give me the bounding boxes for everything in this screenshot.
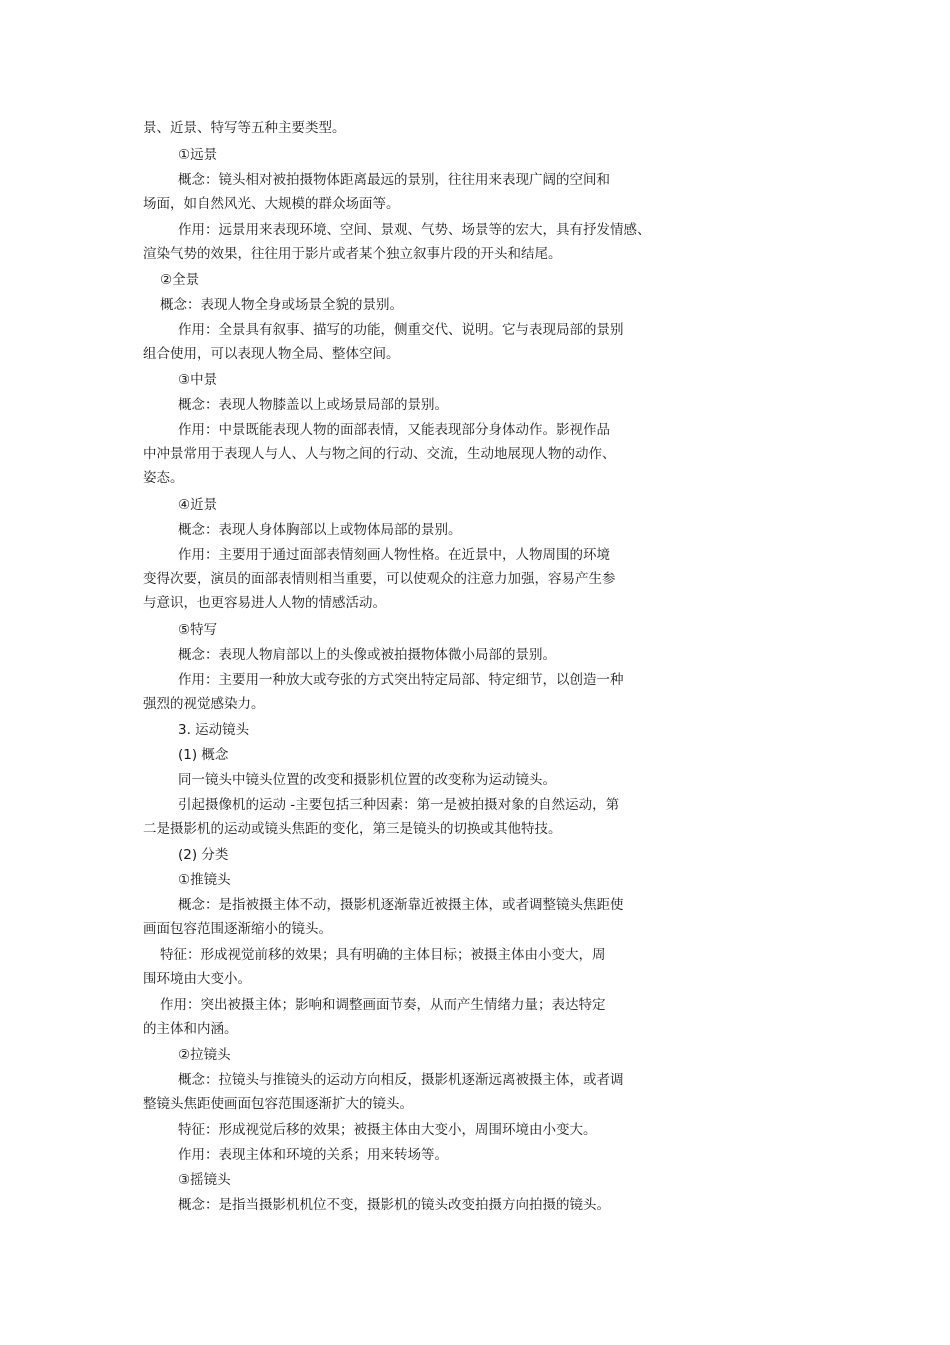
text-line: 概念：表现人物膝盖以上或场景局部的景别。 <box>178 397 448 413</box>
text-line: 的主体和内涵。 <box>143 1021 238 1037</box>
text-line: 概念：是指当摄影机机位不变，摄影机的镜头改变拍摄方向拍摄的镜头。 <box>178 1197 610 1213</box>
text-line: 同一镜头中镜头位置的改变和摄影机位置的改变称为运动镜头。 <box>178 772 556 788</box>
text-line: 变得次要，演员的面部表情则相当重要，可以使观众的注意力加强，容易产生参 <box>143 571 616 587</box>
text-line: 作用：主要用一种放大或夸张的方式突出特定局部、特定细节，以创造一种 <box>178 672 624 688</box>
text-line: 概念：镜头相对被拍摄物体距离最远的景别，往往用来表现广阔的空间和 <box>178 172 610 188</box>
text-line: 概念：表现人物全身或场景全貌的景别。 <box>160 297 403 313</box>
text-line: 概念：表现人身体胸部以上或物体局部的景别。 <box>178 522 462 538</box>
text-line: 组合使用，可以表现人物全局、整体空间。 <box>143 346 400 362</box>
text-line: 围环境由大变小。 <box>143 971 251 987</box>
text-line: 二是摄影机的运动或镜头焦距的变化，第三是镜头的切换或其他特技。 <box>143 821 562 837</box>
text-line: 概念：拉镜头与推镜头的运动方向相反，摄影机逐渐远离被摄主体，或者调 <box>178 1072 624 1088</box>
section-heading: ①远景 <box>178 147 218 163</box>
section-heading: 3. 运动镜头 <box>178 722 250 738</box>
text-line: 整镜头焦距使画面包容范围逐渐扩大的镜头。 <box>143 1096 413 1112</box>
section-heading: ②拉镜头 <box>178 1047 231 1063</box>
text-line: 作用：全景具有叙事、描写的功能，侧重交代、说明。它与表现局部的景别 <box>178 322 624 338</box>
text-line: 与意识，也更容易进人人物的情感活动。 <box>143 595 386 611</box>
text-line: 特征：形成视觉后移的效果；被摄主体由大变小，周围环境由小变大。 <box>178 1122 597 1138</box>
text-line: 作用：突出被摄主体；影响和调整画面节奏，从而产生情绪力量；表达特定 <box>160 997 606 1013</box>
text-line: 姿态。 <box>143 470 184 486</box>
text-line: 概念：表现人物肩部以上的头像或被拍摄物体微小局部的景别。 <box>178 647 556 663</box>
text-line: 引起摄像机的运动 -主要包括三种因素：第一是被拍摄对象的自然运动，第 <box>178 797 620 813</box>
section-heading: ②全景 <box>160 272 200 288</box>
text-line: 作用：远景用来表现环境、空间、景观、气势、场景等的宏大，具有抒发情感、 <box>178 222 651 238</box>
text-line: 特征：形成视觉前移的效果；具有明确的主体目标；被摄主体由小变大，周 <box>160 947 606 963</box>
text-line: 渲染气势的效果，往往用于影片或者某个独立叙事片段的开头和结尾。 <box>143 246 562 262</box>
text-line: 强烈的视觉感染力。 <box>143 696 265 712</box>
section-heading: ⑤特写 <box>178 622 218 638</box>
section-heading: ④近景 <box>178 497 218 513</box>
text-line: 中冲景常用于表现人与人、人与物之间的行动、交流，生动地展现人物的动作、 <box>143 446 616 462</box>
text-line: 作用：表现主体和环境的关系；用来转场等。 <box>178 1147 448 1163</box>
section-heading: ③中景 <box>178 372 218 388</box>
section-heading: (1) 概念 <box>178 747 229 763</box>
text-line: 画面包容范围逐渐缩小的镜头。 <box>143 921 332 937</box>
section-heading: (2) 分类 <box>178 847 229 863</box>
text-line: 作用：中景既能表现人物的面部表情，又能表现部分身体动作。影视作品 <box>178 422 610 438</box>
section-heading: ①推镜头 <box>178 872 231 888</box>
text-line: 景、近景、特写等五种主要类型。 <box>143 120 346 136</box>
text-line: 概念：是指被摄主体不动，摄影机逐渐靠近被摄主体，或者调整镜头焦距使 <box>178 897 624 913</box>
section-heading: ③摇镜头 <box>178 1172 231 1188</box>
text-line: 场面，如自然风光、大规模的群众场面等。 <box>143 196 400 212</box>
text-line: 作用：主要用于通过面部表情刻画人物性格。在近景中，人物周围的环境 <box>178 547 610 563</box>
